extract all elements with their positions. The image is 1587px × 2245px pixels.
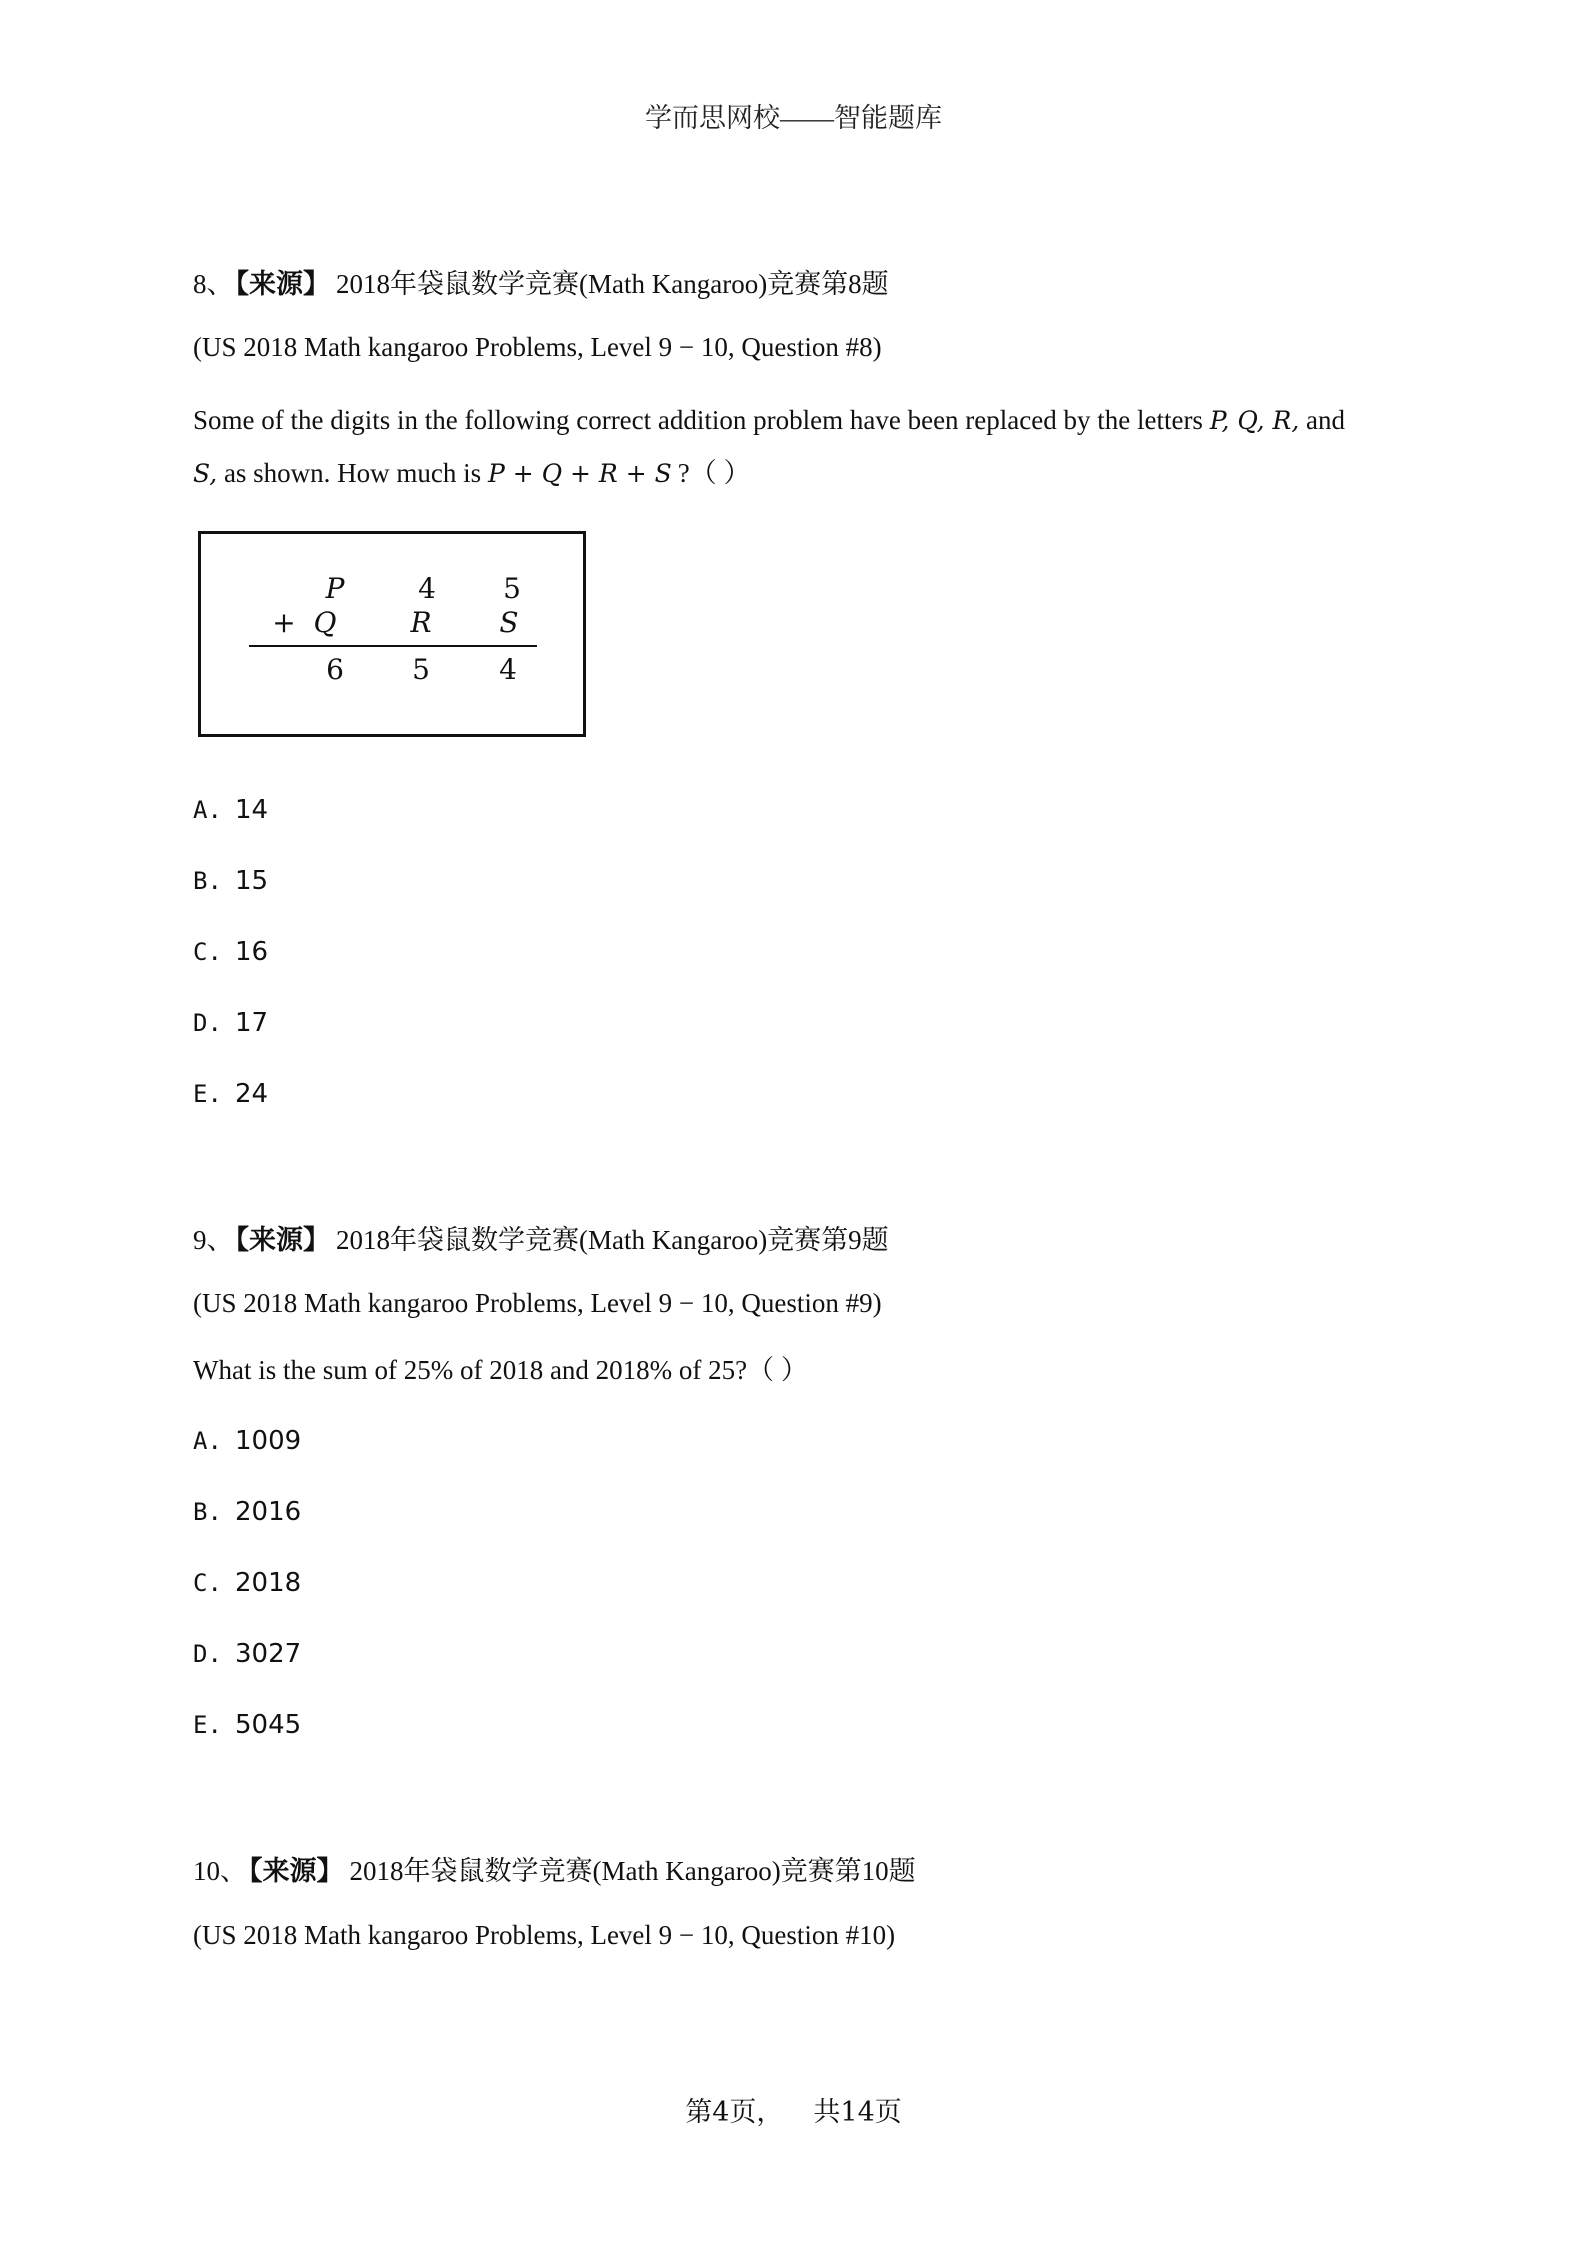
- question-number: 10、: [193, 1856, 247, 1886]
- question-9-source: [193, 1218, 889, 1257]
- option-b[interactable]: [193, 1497, 301, 1527]
- option-value: 1009: [235, 1426, 302, 1456]
- option-letter: C.: [193, 938, 222, 966]
- option-value: 14: [235, 795, 269, 825]
- source-text: 2018年袋鼠数学竞赛(Math Kangaroo)竞赛第10题: [349, 1856, 916, 1886]
- source-label: 【来源】: [249, 1856, 344, 1886]
- figure-digit: 6: [326, 653, 344, 686]
- option-letter: C.: [193, 1569, 222, 1597]
- figure-digit: 5: [503, 572, 521, 605]
- math-expression: S,: [193, 459, 218, 488]
- option-letter: A.: [193, 1427, 222, 1455]
- question-text-line-2: [193, 447, 1413, 500]
- addition-figure: [198, 531, 586, 737]
- option-letter: D.: [193, 1009, 222, 1037]
- source-text: 2018年袋鼠数学竞赛(Math Kangaroo)竞赛第8题: [336, 269, 889, 299]
- figure-digit: 4: [418, 572, 436, 605]
- option-value: 17: [235, 1008, 269, 1038]
- option-e[interactable]: [193, 1079, 268, 1109]
- question-text-line-1: [193, 394, 1413, 447]
- question-9-reference: (US 2018 Math kangaroo Problems, Level 9 − 10, Question #9): [193, 1288, 882, 1318]
- figure-digit: Q: [313, 606, 337, 639]
- question-8-text: [193, 394, 1413, 500]
- option-b[interactable]: [193, 866, 268, 896]
- text-segment: as shown. How much is: [223, 458, 482, 488]
- option-c[interactable]: [193, 937, 268, 967]
- option-value: 16: [235, 937, 269, 967]
- option-value: 2016: [235, 1497, 302, 1527]
- text-segment: Some of the digits in the following correct addition problem have been replaced by the letters: [193, 405, 1203, 435]
- option-letter: A.: [193, 796, 222, 824]
- option-letter: B.: [193, 867, 222, 895]
- figure-digit: P: [325, 572, 345, 605]
- option-letter: E.: [193, 1711, 222, 1739]
- question-number: 9、: [193, 1225, 234, 1255]
- question-number: 8、: [193, 269, 234, 299]
- source-label: 【来源】: [235, 269, 330, 299]
- page-footer: [0, 2090, 1587, 2129]
- option-e[interactable]: [193, 1710, 301, 1740]
- option-value: 24: [235, 1079, 269, 1109]
- option-c[interactable]: [193, 1568, 301, 1598]
- option-letter: B.: [193, 1498, 222, 1526]
- option-value: 3027: [235, 1639, 302, 1669]
- question-10-source: [193, 1849, 916, 1888]
- answer-parentheses: ?（ ）: [677, 458, 751, 488]
- figure-digit: 5: [412, 653, 430, 686]
- option-letter: E.: [193, 1080, 222, 1108]
- option-value: 2018: [235, 1568, 302, 1598]
- option-a[interactable]: [193, 1426, 301, 1456]
- question-10-reference: (US 2018 Math kangaroo Problems, Level 9 − 10, Question #10): [193, 1920, 896, 1950]
- figure-digit: S: [499, 606, 519, 639]
- option-a[interactable]: [193, 795, 268, 825]
- option-value: 15: [235, 866, 269, 896]
- question-8-source: [193, 262, 889, 301]
- page-number: 第4页，: [685, 2097, 784, 2128]
- source-label: 【来源】: [235, 1225, 330, 1255]
- page-header: 学而思网校——智能题库: [645, 103, 942, 133]
- figure-digit: 4: [499, 653, 517, 686]
- option-d[interactable]: [193, 1639, 301, 1669]
- option-d[interactable]: [193, 1008, 268, 1038]
- text-segment: and: [1306, 405, 1346, 435]
- math-expression: P + Q + R + S: [487, 459, 672, 488]
- question-8-reference: (US 2018 Math kangaroo Problems, Level 9 − 10, Question #8): [193, 332, 882, 362]
- option-value: 5045: [235, 1710, 302, 1740]
- option-letter: D.: [193, 1640, 222, 1668]
- figure-plus-sign: +: [272, 606, 296, 639]
- figure-digit: R: [410, 606, 432, 639]
- question-9-text: What is the sum of 25% of 2018 and 2018% of 25?（ ）: [193, 1355, 808, 1385]
- figure-sum-line: [249, 645, 537, 647]
- page-total: 共14页: [813, 2097, 902, 2128]
- source-text: 2018年袋鼠数学竞赛(Math Kangaroo)竞赛第9题: [336, 1225, 889, 1255]
- math-expression: P, Q, R,: [1209, 406, 1300, 435]
